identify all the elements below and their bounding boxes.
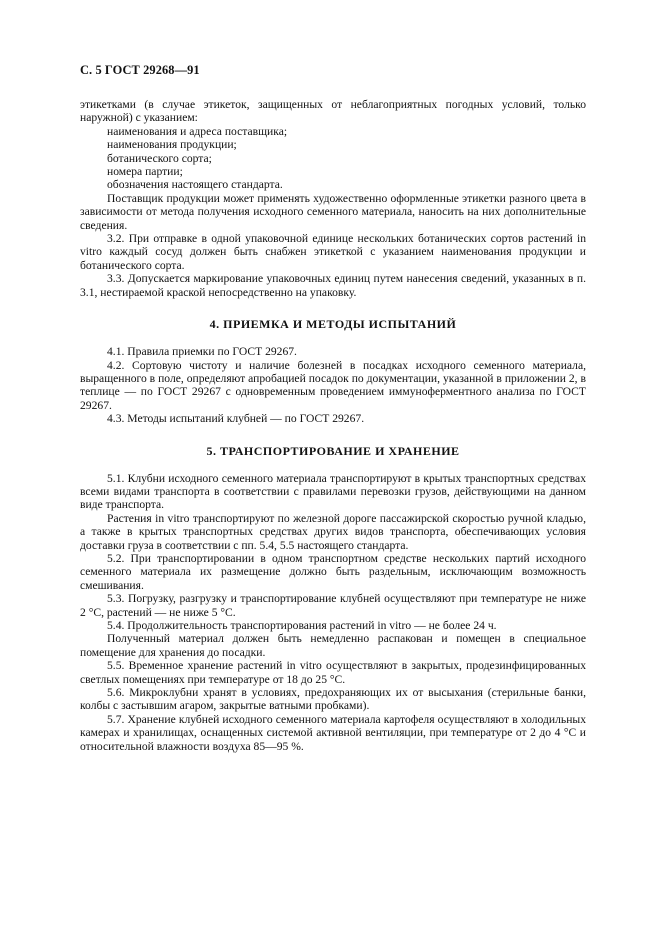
document-body: [80, 98, 586, 753]
paragraph: Растения in vitro транспортируют по железной дороге пассажирской скоростью ручной кладью, а также в крытых транспортных средствах других видов транспорта, обеспечивающих условия доставки груза в соответствии с пп. 5.4, 5.5 настоящего стандарта.: [80, 511, 586, 552]
list-item: наименования и адреса поставщика;: [107, 124, 288, 138]
list-item: ботанического сорта;: [107, 151, 212, 165]
paragraph-4-1: 4.1. Правила приемки по ГОСТ 29267.: [107, 345, 297, 359]
paragraph-3-2: 3.2. При отправке в одной упаковочной единице нескольких ботанических сортов растений in vitro каждый сосуд должен быть снабжен этикеткой с указанием наименования продукции и ботанического сорта.: [80, 232, 586, 272]
paragraph-5-7: 5.7. Хранение клубней исходного семенного материала картофеля осуществляют в холодильных камерах и хранилищах, оснащенных системой активной вентиляции, при температуре от 2 до 4 °С и относительной влажности воздуха 85—95 %.: [80, 712, 586, 753]
paragraph: Полученный материал должен быть немедленно распакован и помещен в специальное помещение для хранения до посадки.: [80, 632, 586, 659]
section-5-heading: 5. ТРАНСПОРТИРОВАНИЕ И ХРАНЕНИЕ: [206, 443, 460, 458]
paragraph: Поставщик продукции может применять художественно оформленные этикетки разного цвета в зависимости от метода получения исходного семенного материала, наносить на них дополнительные сведения.: [80, 191, 586, 232]
list-item: номера партии;: [107, 165, 183, 179]
paragraph-3-3: 3.3. Допускается маркирование упаковочных единиц путем нанесения сведений, указанных в п. 3.1, нестираемой краской непосредственно на упаковку.: [80, 272, 586, 299]
page-header: С. 5 ГОСТ 29268—91: [80, 63, 200, 77]
paragraph-5-3: 5.3. Погрузку, разгрузку и транспортирование клубней осуществляют при температуре не ниже 2 °С, растений — не ниже 5 °С.: [80, 592, 586, 619]
paragraph-5-4: 5.4. Продолжительность транспортирования растений in vitro — не более 24 ч.: [107, 619, 497, 632]
paragraph-5-1: 5.1. Клубни исходного семенного материала транспортируют в крытых транспортных средствах всеми видами транспорта в соответствии с правилами перевозки грузов, действующими на данном виде транспорта.: [80, 471, 586, 512]
paragraph-4-2: 4.2. Сортовую чистоту и наличие болезней в посадках исходного семенного материала, выращенного в поле, определяют апробацией посадок по документации, указанной в приложении 2, в теплице — по ГОСТ 29267 с одновременным проведением иммуноферментного анализа по ГОСТ 29267.: [80, 358, 586, 412]
section-4-heading: 4. ПРИЕМКА И МЕТОДЫ ИСПЫТАНИЙ: [209, 317, 457, 332]
list-item: обозначения настоящего стандарта.: [107, 178, 283, 192]
paragraph-5-2: 5.2. При транспортировании в одном транспортном средстве нескольких партий исходного семенного материала их размещение должно быть раздельным, исключающим возможность смешивания.: [80, 551, 586, 592]
paragraph-5-5: 5.5. Временное хранение растений in vitro осуществляют в закрытых, продезинфицированных светлых помещениях при температуре от 18 до 25 °С.: [80, 659, 586, 686]
paragraph-4-3: 4.3. Методы испытаний клубней — по ГОСТ 29267.: [107, 412, 365, 426]
continuation-paragraph: этикетками (в случае этикеток, защищенных от неблагоприятных погодных условий, только наружной) с указанием:: [80, 98, 586, 125]
label-requirements-list: [80, 125, 586, 192]
paragraph-5-6: 5.6. Микроклубни хранят в условиях, предохраняющих их от высыхания (стерильные банки, колбы с застывшим агаром, закрытые ватными пробками).: [80, 686, 586, 713]
list-item: наименования продукции;: [107, 138, 237, 152]
